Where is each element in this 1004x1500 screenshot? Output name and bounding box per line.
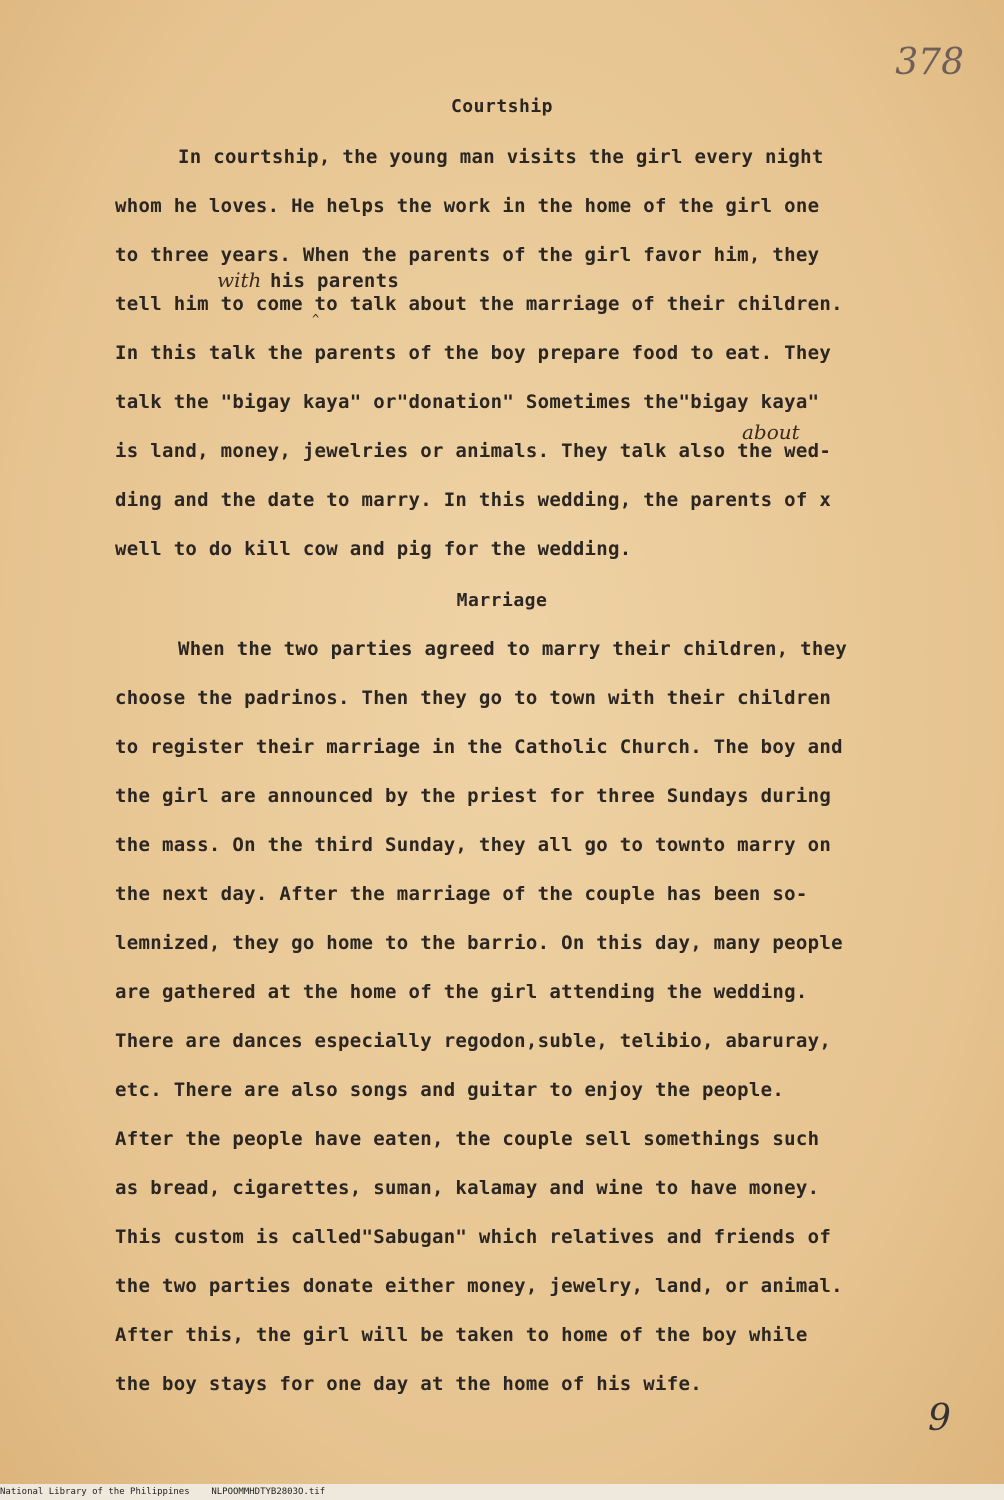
marriage-line: the boy stays for one day at the home of his wife. [115,1373,702,1395]
marriage-heading: Marriage [456,590,548,611]
marriage-line: etc. There are also songs and guitar to enjoy the people. [115,1079,785,1101]
courtship-heading: Courtship [450,96,554,117]
archive-footer: National Library of the Philippines NLPOOMMHDTYB2803O.tif [0,1484,1004,1500]
courtship-line: talk the "bigay kaya" or"donation" Sometimes the"bigay kaya" [115,391,820,413]
courtship-line: to three years. When the parents of the girl favor him, they [115,244,820,266]
marriage-line: After the people have eaten, the couple sell somethings such [115,1128,820,1150]
marriage-line: When the two parties agreed to marry their children, they [178,638,848,660]
marriage-line: are gathered at the home of the girl attending the wedding. [115,981,808,1003]
handwritten-about: about [742,420,800,444]
courtship-line: In this talk the parents of the boy prepare food to eat. They [115,342,832,364]
courtship-line: In courtship, the young man visits the girl every night [178,146,824,168]
marriage-line: as bread, cigarettes, suman, kalamay and wine to have money. [115,1177,820,1199]
marriage-line: the girl are announced by the priest for three Sundays during [115,785,832,807]
marriage-line: the two parties donate either money, jewelry, land, or animal. [115,1275,843,1297]
courtship-line: well to do kill cow and pig for the wedding. [115,538,632,560]
marriage-line: to register their marriage in the Catholic Church. The boy and [115,736,843,758]
handwritten-with: with [217,268,262,292]
marriage-line: the mass. On the third Sunday, they all go to townto marry on [115,834,832,856]
page-number-handwritten: 378 [895,42,964,83]
folio-number-handwritten: 9 [928,1398,951,1439]
inserted-his-parents: his parents [270,270,400,292]
courtship-line: tell him to come to talk about the marriage of their children. [115,293,843,315]
courtship-line: ding and the date to marry. In this wedding, the parents of x [115,489,832,511]
marriage-line: lemnized, they go home to the barrio. On this day, many people [115,932,843,954]
marriage-line: This custom is called"Sabugan" which relatives and friends of [115,1226,832,1248]
insertion-caret: ^ [312,312,320,326]
courtship-line: whom he loves. He helps the work in the home of the girl one [115,195,820,217]
marriage-line: After this, the girl will be taken to home of the boy while [115,1324,808,1346]
marriage-line: the next day. After the marriage of the couple has been so- [115,883,808,905]
marriage-line: There are dances especially regodon,suble, telibio, abaruray, [115,1030,832,1052]
marriage-line: choose the padrinos. Then they go to town with their children [115,687,832,709]
courtship-line: is land, money, jewelries or animals. They talk also the wed- [115,440,832,462]
